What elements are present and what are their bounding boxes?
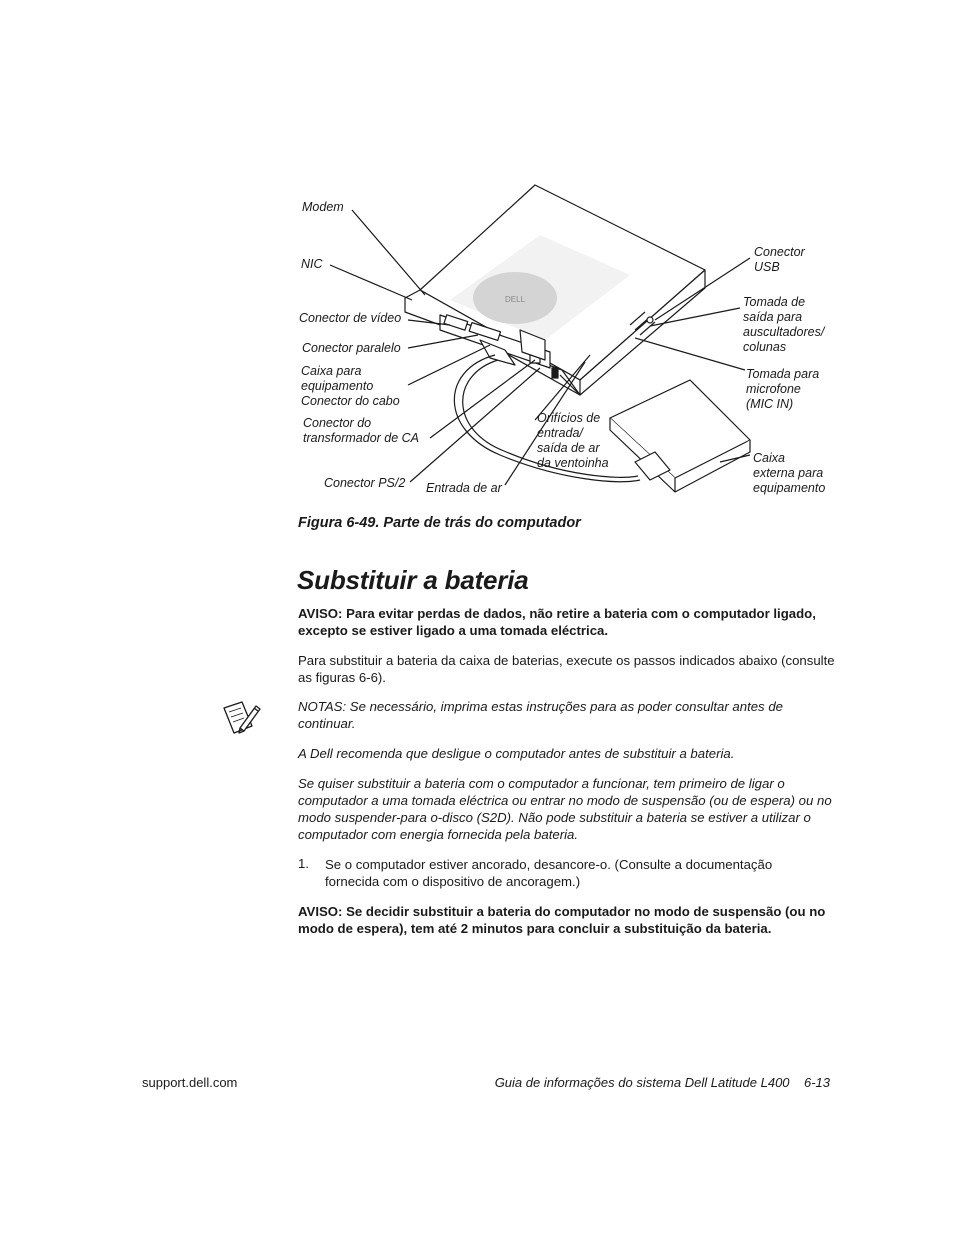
label-fan-vents: Orifícios de entrada/ saída de ar da ventoinha	[537, 411, 609, 470]
label-headphone: Tomada de saída para auscultadores/ colunas	[743, 295, 825, 354]
step-1-number: 1.	[298, 856, 309, 871]
section-title: Substituir a bateria	[297, 565, 529, 595]
leader-ps2	[410, 368, 540, 482]
label-nic: NIC	[301, 257, 323, 271]
note-1: NOTAS: Se necessário, imprima estas instruções para as poder consultar antes de continuar.	[298, 699, 783, 731]
leader-nic	[330, 265, 412, 300]
leader-modem	[352, 210, 425, 295]
intro-paragraph: Para substituir a bateria da caixa de baterias, execute os passos indicados abaixo (consulte as figuras 6-6).	[298, 653, 835, 685]
figure-caption: Figura 6-49. Parte de trás do computador	[298, 515, 581, 531]
leader-parallel	[408, 335, 478, 348]
label-usb: Conector USB	[754, 245, 805, 274]
note-pencil-icon	[222, 700, 262, 736]
leader-bay-cable	[408, 345, 490, 385]
label-video: Conector de vídeo	[299, 311, 402, 325]
note-3: Se quiser substituir a bateria com o computador a funcionar, tem primeiro de ligar o computador a uma tomada eléctrica ou entrar no modo de suspensão (ou de espera) ou no modo suspender-para o-disco (S2D). Não pode substituir a bateria se estiver a utilizar o computador com energia fornecida pela bateria.	[298, 776, 832, 842]
svg-text:DELL: DELL	[505, 295, 526, 304]
label-ext-bay: Caixa externa para equipamento	[753, 451, 826, 495]
footer-url: support.dell.com	[142, 1075, 238, 1090]
leader-mic	[635, 338, 745, 370]
label-bay-cable: Caixa para equipamento Conector do cabo	[301, 364, 400, 408]
label-air-in: Entrada de ar	[426, 481, 502, 495]
label-ac-adapter: Conector do transformador de CA	[303, 416, 420, 445]
label-modem: Modem	[302, 200, 344, 214]
notice-2: AVISO: Se decidir substituir a bateria do computador no modo de suspensão (ou no modo de espera), tem até 2 minutos para concluir a substituição da bateria.	[298, 904, 826, 936]
leader-ac	[430, 360, 535, 438]
footer-title: Guia de informações do sistema Dell Latitude L400 6-13	[494, 1075, 830, 1090]
label-parallel: Conector paralelo	[302, 341, 401, 355]
label-mic: Tomada para microfone (MIC IN)	[746, 367, 820, 411]
note-2: A Dell recomenda que desligue o computador antes de substituir a bateria.	[298, 746, 735, 761]
label-ps2: Conector PS/2	[324, 476, 406, 490]
step-1-text: Se o computador estiver ancorado, desancore-o. (Consulte a documentação fornecida com o dispositivo de ancoragem.)	[325, 857, 773, 889]
notice-1: AVISO: Para evitar perdas de dados, não retire a bateria com o computador ligado, excepto se estiver ligado a uma tomada eléctrica.	[298, 606, 816, 638]
